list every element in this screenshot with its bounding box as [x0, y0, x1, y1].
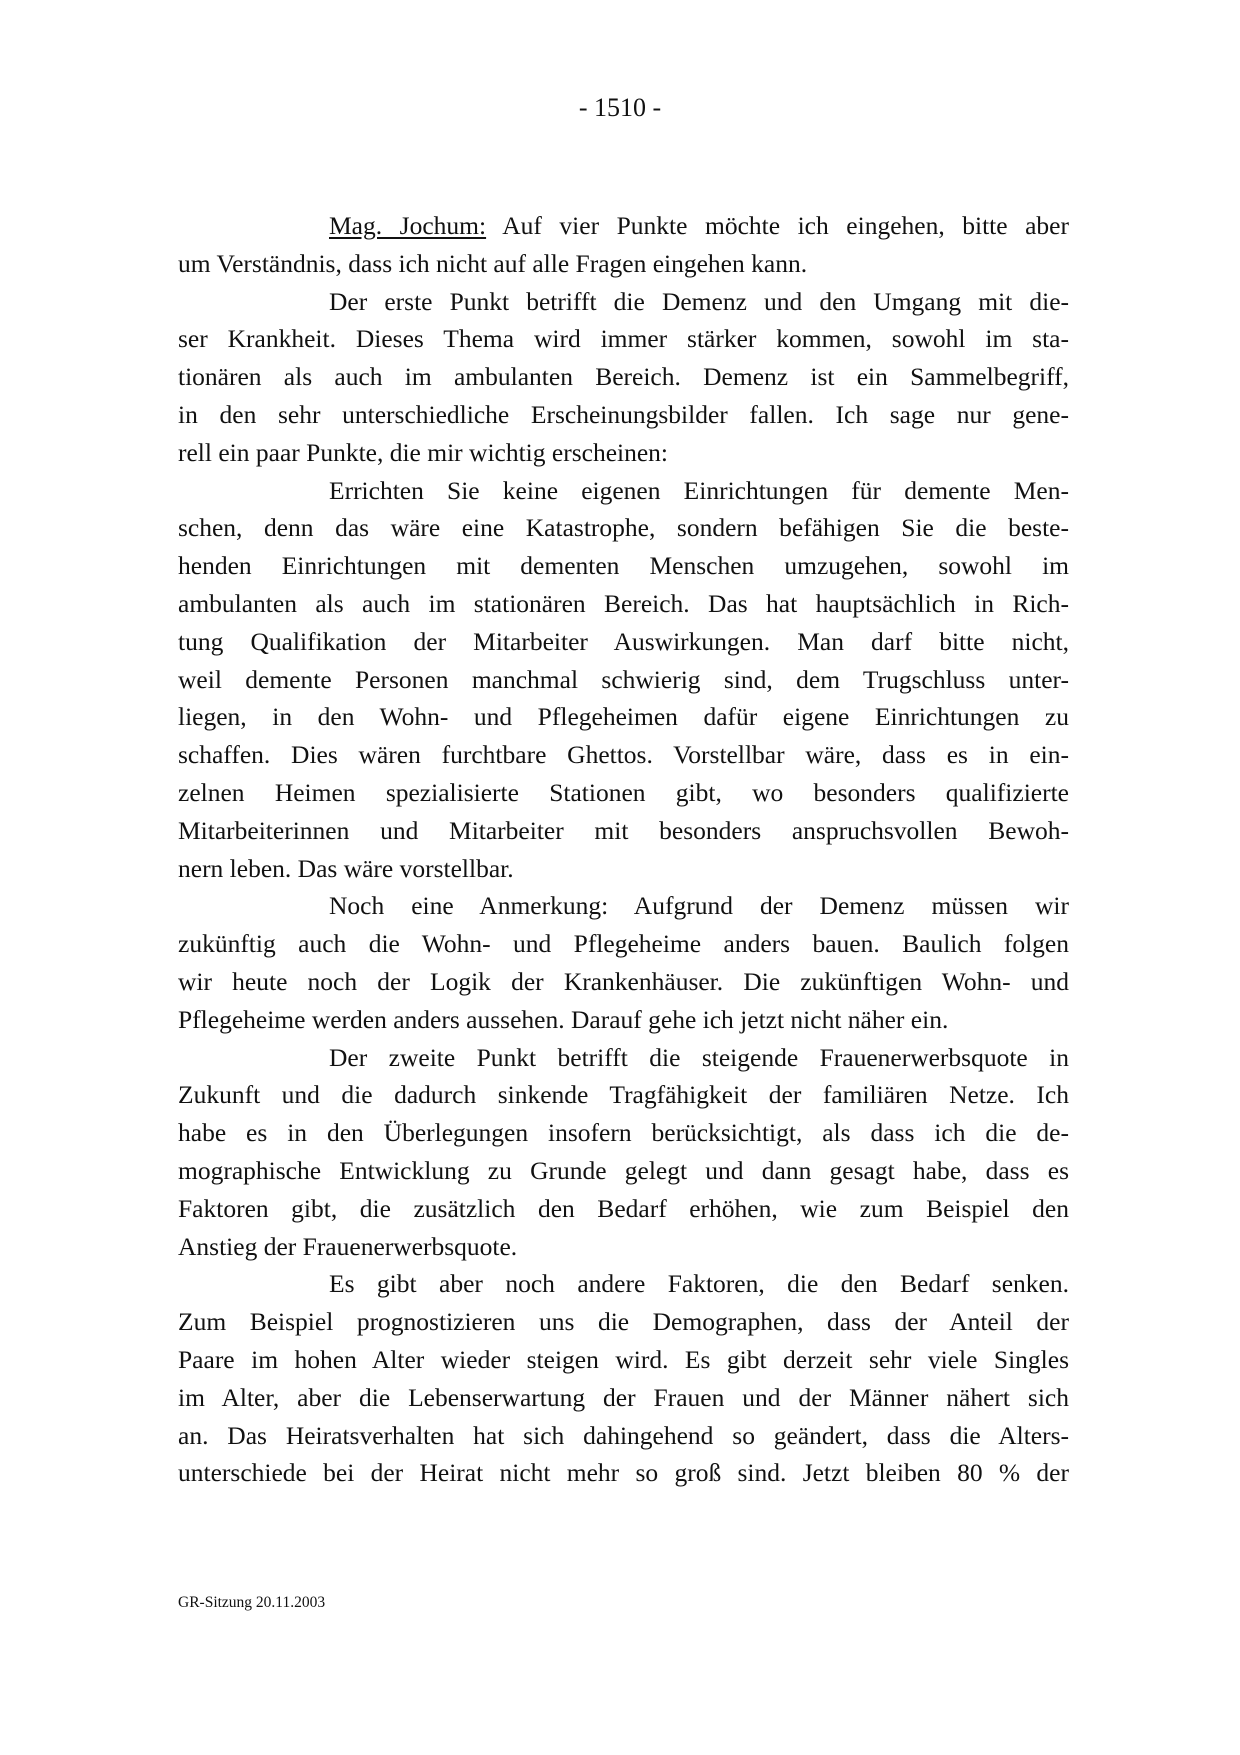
text-line: Faktoren gibt, die zusätzlich den Bedarf erhöhen, wie zum Beispiel den — [178, 1193, 1069, 1223]
text-line: Errichten Sie keine eigenen Einrichtungen für demente Men- — [329, 475, 1069, 505]
text-line: Der zweite Punkt betrifft die steigende Frauenerwerbsquote in — [329, 1042, 1069, 1072]
text-line: zukünftig auch die Wohn- und Pflegeheime anders bauen. Baulich folgen — [178, 929, 1069, 959]
text-line: zelnen Heimen spezialisierte Stationen gibt, wo besonders qualifizierte — [178, 777, 1069, 807]
text-line: im Alter, aber die Lebenserwartung der Frauen und der Männer nähert sich — [178, 1382, 1069, 1412]
text-line: Zukunft und die dadurch sinkende Tragfähigkeit der familiären Netze. Ich — [178, 1080, 1069, 1110]
text-line: ambulanten als auch im stationären Bereich. Das hat hauptsächlich in Rich- — [178, 588, 1069, 618]
text-line: henden Einrichtungen mit dementen Menschen umzugehen, sowohl im — [178, 551, 1069, 581]
footer-session-date: GR-Sitzung 20.11.2003 — [178, 1594, 326, 1611]
text-line: mographische Entwicklung zu Grunde gelegt und dann gesagt habe, dass es — [178, 1155, 1069, 1185]
text-line: Mitarbeiterinnen und Mitarbeiter mit besonders anspruchsvollen Bewoh- — [178, 815, 1069, 845]
text-line: Noch eine Anmerkung: Aufgrund der Demenz müssen wir — [329, 891, 1069, 921]
text-line: ser Krankheit. Dieses Thema wird immer stärker kommen, sowohl im sta- — [178, 324, 1069, 354]
text-line: weil demente Personen manchmal schwierig sind, dem Trugschluss unter- — [178, 664, 1069, 694]
text-line: Anstieg der Frauenerwerbsquote. — [178, 1231, 518, 1261]
speaker-name: Mag. Jochum: — [329, 211, 487, 240]
line-text: Auf vier Punkte möchte ich eingehen, bitte aber — [502, 211, 1069, 240]
text-line: an. Das Heiratsverhalten hat sich dahingehend so geändert, dass die Alters- — [178, 1420, 1069, 1450]
text-line: Es gibt aber noch andere Faktoren, die den Bedarf senken. — [329, 1269, 1069, 1299]
text-line: Der erste Punkt betrifft die Demenz und den Umgang mit die- — [329, 286, 1069, 316]
text-line: wir heute noch der Logik der Krankenhäuser. Die zukünftigen Wohn- und — [178, 966, 1069, 996]
text-line: unterschiede bei der Heirat nicht mehr so groß sind. Jetzt bleiben 80 % der — [178, 1458, 1069, 1488]
text-line: schaffen. Dies wären furchtbare Ghettos. Vorstellbar wäre, dass es in ein- — [178, 740, 1069, 770]
text-line: rell ein paar Punkte, die mir wichtig erscheinen: — [178, 437, 669, 467]
text-line: Pflegeheime werden anders aussehen. Darauf gehe ich jetzt nicht näher ein. — [178, 1004, 949, 1034]
page-number: - 1510 - — [578, 93, 662, 122]
text-line: in den sehr unterschiedliche Erscheinungsbilder fallen. Ich sage nur gene- — [178, 399, 1069, 429]
text-line: liegen, in den Wohn- und Pflegeheimen dafür eigene Einrichtungen zu — [178, 702, 1069, 732]
text-line: um Verständnis, dass ich nicht auf alle Fragen eingehen kann. — [178, 248, 808, 278]
text-line: tung Qualifikation der Mitarbeiter Auswirkungen. Man darf bitte nicht, — [178, 626, 1069, 656]
text-line: habe es in den Überlegungen insofern berücksichtigt, als dass ich die de- — [178, 1118, 1069, 1148]
text-line: Paare im hohen Alter wieder steigen wird. Es gibt derzeit sehr viele Singles — [178, 1344, 1069, 1374]
text-line: Zum Beispiel prognostizieren uns die Demographen, dass der Anteil der — [178, 1307, 1069, 1337]
document-body — [178, 207, 1069, 1492]
text-line: nern leben. Das wäre vorstellbar. — [178, 853, 514, 883]
text-line — [178, 207, 1069, 245]
text-line: tionären als auch im ambulanten Bereich. Demenz ist ein Sammelbegriff, — [178, 362, 1069, 392]
text-line: schen, denn das wäre eine Katastrophe, sondern befähigen Sie die beste- — [178, 513, 1069, 543]
